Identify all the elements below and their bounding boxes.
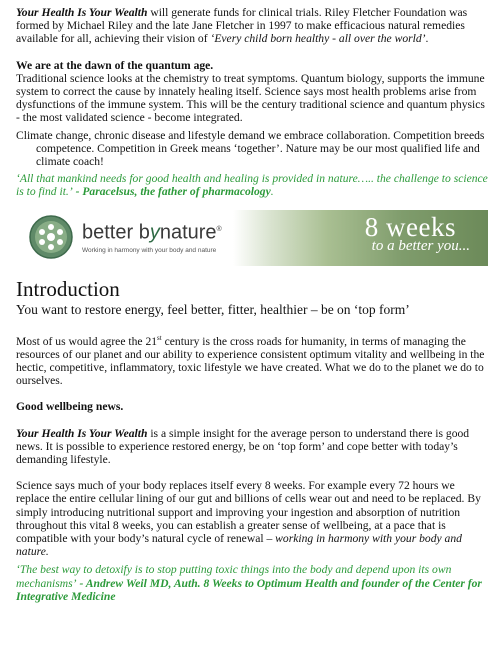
foundation-vision: ‘Every child born healthy - all over the world’ [210,32,426,46]
book-title: Your Health Is Your Wealth [16,6,148,19]
introduction-paragraph-3 [16,479,488,558]
intro-paragraph [16,6,488,46]
para2-book-title: Your Health Is Your Wealth [16,426,148,440]
para1-b: century is the cross roads for humanity, in terms of managing the resources of our planet and our ability to experience consistent optimum vitality and wellbeing in the hectic, competitive, inflammatory, toxic lifestyle we have created. What we do to the planet we do to ourselves. [16,334,485,388]
introduction-paragraph-2 [16,427,488,467]
good-news-text: Good wellbeing news. [16,400,124,414]
paracelsus-quote-text: ‘All that mankind needs for good health and healing is provided in nature….. the challenge to science is to find it.’ [16,172,488,199]
quantum-paragraph-2: Climate change, chronic disease and lifestyle demand we embrace collaboration. Competition breeds competence. Competition in Greek means ‘together’. Nature may be our most qualified life and climate coach! [16,128,485,169]
brand-name-b: nature [159,221,217,244]
brand-tagline: Working in harmony with your body and nature [82,246,217,254]
registered-mark: ® [216,225,222,233]
quantum-heading-text: We are at the dawn of the quantum age. [16,58,214,72]
brand-name-y: y [149,221,160,244]
introduction-subtitle: You want to restore energy, feel better, fitter, healthier – be on ‘top form’ [16,301,410,317]
paracelsus-attribution: - Paracelsus, the father of pharmacology [72,185,271,199]
good-news-heading [16,400,488,413]
document-page [0,6,504,659]
quantum-paragraph-1: Traditional science looks at the chemistry to treat symptoms. Quantum biology, supports the immune system to correct the cause by innately healing itself. Science says most health problems arise from dysfunctions of the immune system. This will be the century traditional science and quantum physics - the most validated science - become integrated. [16,71,485,125]
para1-sup: st [157,333,162,342]
better-by-nature-banner [16,210,488,266]
eight-weeks-heading: 8 weeks [364,211,456,242]
introduction-paragraph-1 [16,332,488,388]
brand-name [82,219,222,244]
weil-attribution: - Andrew Weil MD, Auth. 8 Weeks to Optimum Health and founder of the Center for Integrative Medicine [16,576,482,603]
para1-a: Most of us would agree the 21 [16,334,158,348]
para3-italic: working in harmony with your body and nature. [16,531,462,559]
to-better-you-text: to a better you... [371,237,470,254]
intro-text: will generate funds for clinical trials. Riley Fletcher Foundation was formed by Michael Riley and the late Jane Fletcher in 1997 to make efficacious natural remedies available for all, achieving their vision of [16,6,468,46]
quantum-heading [16,59,488,72]
paracelsus-quote [16,172,488,198]
weil-quote [16,563,488,603]
brand-name-a: better b [82,221,150,244]
para3-text: Science says much of your body replaces itself every 8 weeks. For example every 72 hours we replace the entire cellular lining of our gut and billions of cells wear out and need to be replaced. By simply introducing nutritional support and improving your ingestion and absorption of nutrition throughout this vital 8 weeks, you can establish a greater sense of wellbeing, at a pace that is compatible with your body’s natural cycle of renewal – [16,479,481,545]
para2-text: is a simple insight for the average person to understand there is good news. It is possible to experience restored energy, be on ‘top form’ and cope better with today’s demanding lifestyle. [16,426,470,466]
introduction-title: Introduction [16,276,120,301]
intro-end: . [425,32,429,46]
weil-quote-text: ‘The best way to detoxify is to stop putting toxic things into the body and depend upon its own mechanisms’ [16,563,452,590]
paracelsus-end: . [270,185,274,199]
tree-of-life-logo-icon [26,213,76,261]
